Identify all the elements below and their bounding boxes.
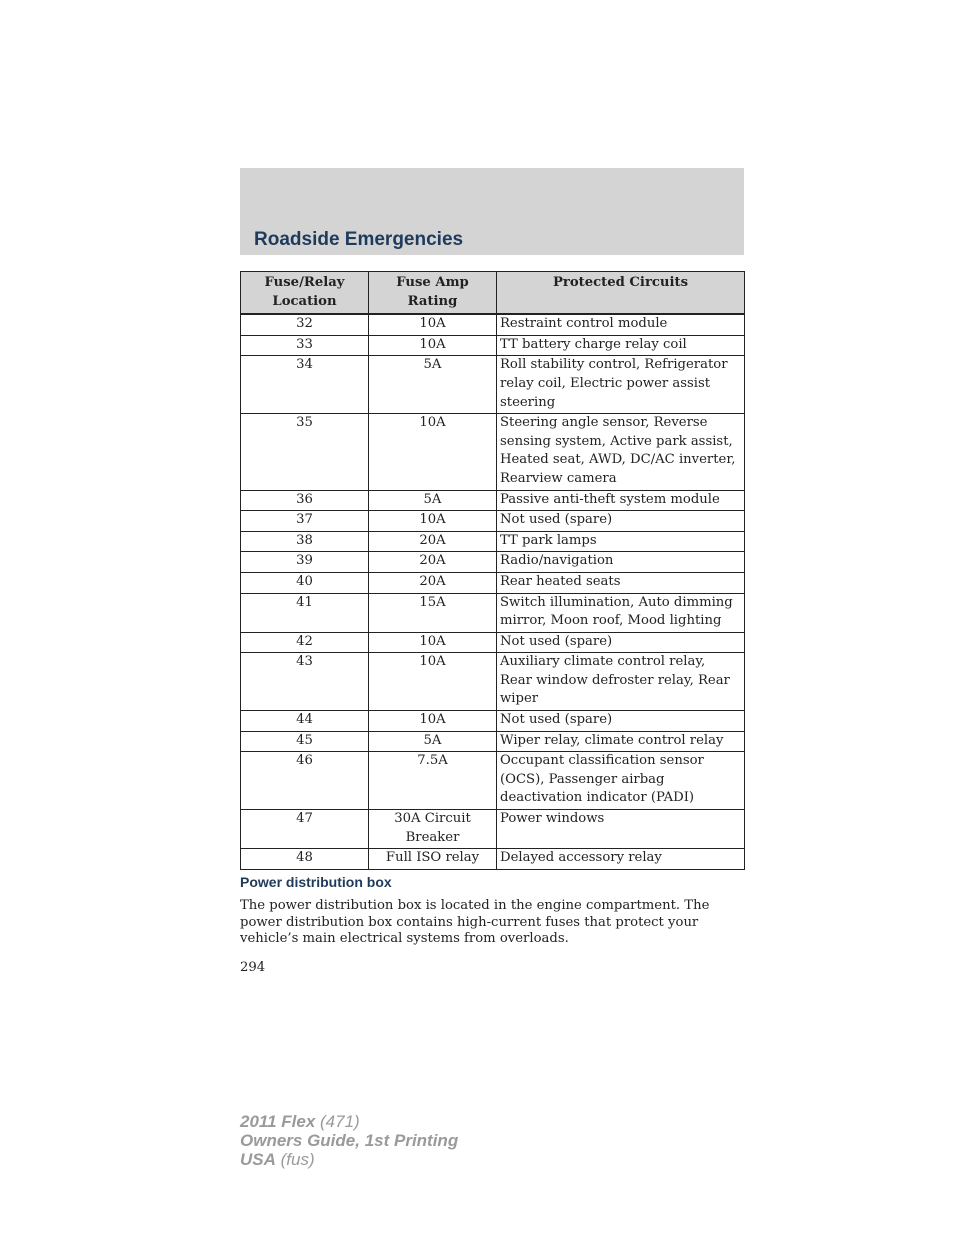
table-row [241, 731, 745, 752]
table-header-row [241, 272, 745, 315]
cell-rating: 10A [369, 314, 497, 335]
footer-line-3: USA (fus) [240, 1150, 315, 1169]
cell-circuits: Radio/navigation [497, 552, 745, 573]
column-header-rating: Fuse Amp Rating [369, 272, 497, 315]
cell-rating: Full ISO relay [369, 849, 497, 870]
section-heading: Power distribution box [240, 874, 392, 890]
table-row [241, 810, 745, 849]
column-header-circuits: Protected Circuits [497, 272, 745, 315]
page-number: 294 [240, 960, 266, 975]
footer-line-2: Owners Guide, 1st Printing [240, 1131, 459, 1150]
cell-rating: 10A [369, 414, 497, 490]
cell-location: 44 [241, 711, 369, 732]
table-row [241, 531, 745, 552]
cell-rating: 20A [369, 552, 497, 573]
cell-circuits: Not used (spare) [497, 711, 745, 732]
cell-rating: 10A [369, 511, 497, 532]
cell-circuits: Not used (spare) [497, 632, 745, 653]
table-row [241, 414, 745, 490]
cell-circuits: Auxiliary climate control relay, Rear window defroster relay, Rear wiper [497, 653, 745, 711]
cell-rating: 10A [369, 632, 497, 653]
cell-location: 35 [241, 414, 369, 490]
table-row [241, 511, 745, 532]
cell-rating: 5A [369, 490, 497, 511]
cell-rating: 10A [369, 653, 497, 711]
table-row [241, 356, 745, 414]
cell-location: 34 [241, 356, 369, 414]
cell-location: 46 [241, 752, 369, 810]
cell-circuits: Steering angle sensor, Reverse sensing system, Active park assist, Heated seat, AWD, DC/AC inverter, Rearview camera [497, 414, 745, 490]
cell-rating: 20A [369, 572, 497, 593]
table-row [241, 752, 745, 810]
cell-circuits: Not used (spare) [497, 511, 745, 532]
cell-location: 38 [241, 531, 369, 552]
cell-location: 39 [241, 552, 369, 573]
cell-circuits: TT battery charge relay coil [497, 335, 745, 356]
page-title: Roadside Emergencies [254, 229, 464, 250]
cell-location: 41 [241, 593, 369, 632]
cell-circuits: Rear heated seats [497, 572, 745, 593]
column-header-location: Fuse/Relay Location [241, 272, 369, 315]
table-row [241, 335, 745, 356]
fuse-table-body [241, 314, 745, 869]
document-footer [240, 1112, 458, 1169]
cell-circuits: Occupant classification sensor (OCS), Passenger airbag deactivation indicator (PADI) [497, 752, 745, 810]
cell-location: 43 [241, 653, 369, 711]
cell-rating: 30A Circuit Breaker [369, 810, 497, 849]
cell-rating: 5A [369, 731, 497, 752]
cell-circuits: Wiper relay, climate control relay [497, 731, 745, 752]
cell-circuits: Delayed accessory relay [497, 849, 745, 870]
table-row [241, 632, 745, 653]
cell-rating: 10A [369, 711, 497, 732]
cell-circuits: Roll stability control, Refrigerator relay coil, Electric power assist steering [497, 356, 745, 414]
section-header-band [240, 168, 744, 255]
table-row [241, 711, 745, 732]
table-row [241, 593, 745, 632]
cell-location: 45 [241, 731, 369, 752]
cell-location: 40 [241, 572, 369, 593]
cell-rating: 20A [369, 531, 497, 552]
cell-circuits: Switch illumination, Auto dimming mirror, Moon roof, Mood lighting [497, 593, 745, 632]
cell-rating: 5A [369, 356, 497, 414]
cell-rating: 7.5A [369, 752, 497, 810]
cell-location: 48 [241, 849, 369, 870]
table-row [241, 572, 745, 593]
cell-location: 37 [241, 511, 369, 532]
cell-rating: 15A [369, 593, 497, 632]
cell-circuits: Restraint control module [497, 314, 745, 335]
table-row [241, 314, 745, 335]
cell-location: 33 [241, 335, 369, 356]
cell-circuits: Power windows [497, 810, 745, 849]
table-row [241, 552, 745, 573]
footer-line-1: 2011 Flex (471) [240, 1112, 360, 1131]
cell-circuits: TT park lamps [497, 531, 745, 552]
table-row [241, 653, 745, 711]
cell-rating: 10A [369, 335, 497, 356]
cell-circuits: Passive anti-theft system module [497, 490, 745, 511]
cell-location: 36 [241, 490, 369, 511]
cell-location: 47 [241, 810, 369, 849]
cell-location: 32 [241, 314, 369, 335]
cell-location: 42 [241, 632, 369, 653]
fuse-table [240, 271, 745, 870]
table-row [241, 490, 745, 511]
table-row [241, 849, 745, 870]
section-body: The power distribution box is located in the engine compartment. The power distribution box contains high-current fuses that protect your vehicle’s main electrical systems from overloads. [240, 898, 710, 947]
